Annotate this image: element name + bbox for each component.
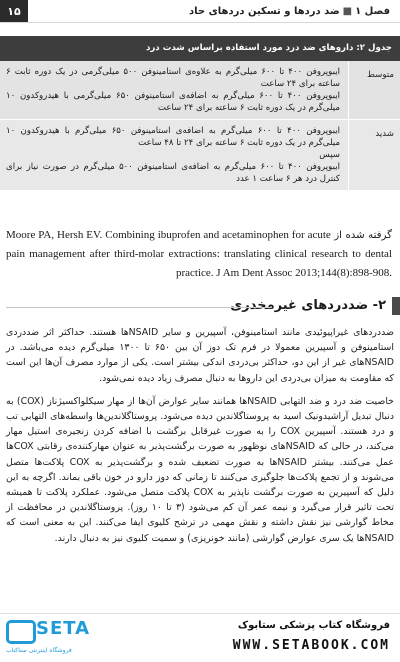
store-url[interactable]: WWW.SETABOOK.COM: [232, 638, 390, 653]
logo-wordmark: SETA: [36, 618, 91, 639]
table-row-moderate: [0, 61, 400, 119]
logo-icon: [6, 620, 36, 644]
chapter-title: ضد دردها و تسکین دردهای حاد: [189, 5, 340, 17]
logo-tagline: فروشگاه اینترنتی ستاکتاب: [6, 647, 72, 654]
citation-reference: Moore PA, Hersh EV. Combining ibuprofen and acetaminophen for acute pain management after third-molar extractions: translating clinical research to dental practice. J Am Dent Assoc 2013;144(8):898-908.: [6, 229, 392, 279]
body-paragraph: خاصیت ضد درد و ضد التهابی NSAIDها همانند سایر عوارض آن‌ها از مهار سیکلواکسیژناز (COX) به دنبال تبدیل آراشیدونیک اسید به پروستاگلاندین دیده می‌شود. پروستاگلاندین‌ها واسطه‌های التهابی تب و درد هستند. آسپیرین COX را به صورت غیرقابل برگشت با اضافه کردن زنجیره‌ی استیل مهار می‌کند، در حالی که NSAIDهای نوظهور به صورت برگشت‌پذیر به عنوان مهارکننده‌ی رقابتی COXها عمل می‌کنند. بیشتر NSAIDها به صورت تضعیف شده و برگشت‌پذیر به COX پلاکت‌ها متصل می‌شوند و از تجمع پلاکت‌ها جلوگیری می‌کنند تا زمانی که دوز دارو در خون باقی بماند. اگرچه به این دلیل که آسپیرین به صورت برگشت ناپذیر به COX پلاکت متصل می‌شود. عملکرد پلاکت تا همیشه تحت تاثیر قرار می‌گیرد و نیمه عمر آن کم می‌شود (۳ تا ۱۰ روز). پروستاگلاندین در محافظت از مخاط گوارشی نیز نقش داشته و نقش مهمی در ترشح کلیوی ایفا می‌کنند. این به معنی است که NSAIDها یک سری عوارض گوارشی (مانند خونریزی) و سمیت کلیوی نیز به دنبال دارند.: [6, 395, 395, 544]
row-line: ایبوپروفن ۴۰۰ تا ۶۰۰ میلی‌گرم به علاوه‌ی استامینوفن ۵۰۰ میلی‌گرمی در یک دوره ثابت ۶ ساعته برای ۲۴ ساعت: [6, 67, 340, 89]
chapter-label: فصل ۱: [355, 5, 390, 17]
page-header: [0, 0, 400, 23]
row-line: ایبوپروفن ۴۰۰ تا ۶۰۰ میلی‌گرم به اضافه‌ی استامینوفن ۶۵۰ میلی‌گرمی با هیدروکدون ۱۰ میلی‌گرم در یک دوره ثابت ۶ ساعته برای ۲۴ ساعت: [6, 91, 340, 113]
row-content: [0, 120, 348, 190]
page-number: ۱۵: [0, 0, 28, 22]
table-source-citation: [6, 226, 392, 283]
row-label: شدید: [348, 120, 400, 190]
running-title: [189, 0, 390, 22]
body-paragraph: ضددردهای غیراپیوئیدی مانند استامینوفن، آسپیرین و سایر NSAIDها هستند. حداکثر اثر ضددردی استامینوفن و آسپیرین معمولا در فرم تک دوز آن بین ۶۵۰ تا ۱۳۰۰ میلی‌گرم دیده می‌باشد. در NSAIDهای غیر از این دو، حداکثر بی‌دردی اندکی بیشتر است. یکی از موارد مصرف آن‌ها این است که مقاومت به میزان بی‌دردی این داروها به دنبال مصرف زیاد دیده نمی‌شود.: [6, 327, 394, 384]
row-line: سپس: [319, 150, 340, 160]
store-name: فروشگاه کتاب پزشکی ستابوک: [237, 620, 390, 631]
row-line: ایبوپروفن ۴۰۰ تا ۶۰۰ میلی‌گرم به اضافه‌ی استامینوفن ۵۰۰ میلی‌گرم در صورت نیاز برای کنترل درد هر ۶ ساعت ۱ عدد: [6, 162, 340, 184]
section-divider: [6, 307, 272, 308]
table-caption: جدول ۲: داروهای ضد درد مورد استفاده براساس شدت درد: [0, 36, 400, 61]
setabook-logo: [6, 618, 92, 658]
row-label: متوسط: [348, 61, 400, 119]
citation-prefix: گرفته شده از: [334, 230, 392, 241]
section-title: ۲- ضددردهای غیرمخدری: [230, 298, 386, 313]
page-footer: [0, 613, 400, 662]
section-heading: [0, 295, 400, 317]
section-body: [6, 325, 394, 554]
row-content: [0, 61, 348, 119]
table-row-severe: [0, 119, 400, 190]
section-marker: [392, 297, 400, 315]
row-line: ایبوپروفن ۴۰۰ تا ۶۰۰ میلی‌گرم به اضافه‌ی استامینوفن ۶۵۰ میلی‌گرم با هیدروکدون ۱۰ میلی‌گرم در یک دوره ثابت ۶ ساعته برای ۲۴ تا ۴۸ ساعت: [6, 126, 340, 148]
separator-icon: ■: [342, 5, 353, 17]
analgesic-table: [0, 36, 400, 190]
